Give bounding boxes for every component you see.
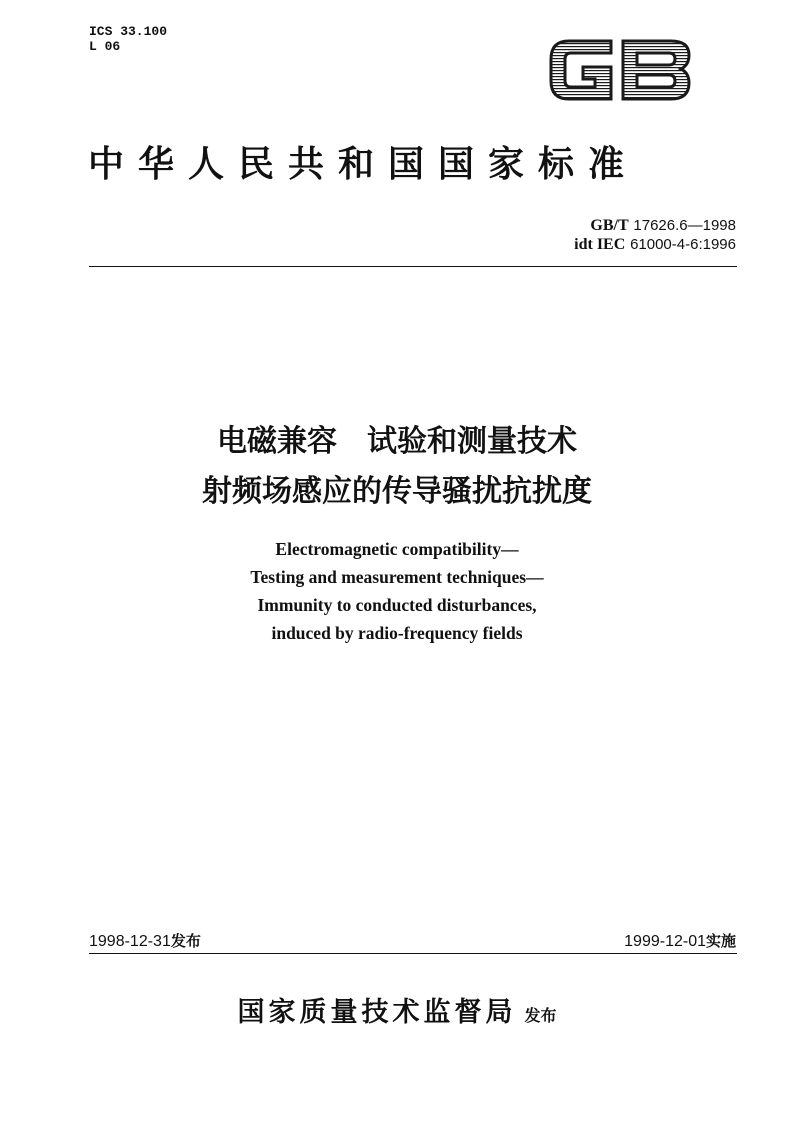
effective-label: 实施 <box>705 932 736 950</box>
effective-date-value: 1999-12-01 <box>624 933 706 950</box>
issue-label: 发布 <box>170 932 201 950</box>
title-en-line2: Testing and measurement techniques— <box>250 567 544 587</box>
national-standard-title: 中华人民共和国国家标准 <box>88 143 639 185</box>
publisher-action: 发布 <box>524 1006 557 1025</box>
title-cn-line2: 射频场感应的传导骚扰抗扰度 <box>202 474 592 509</box>
title-cn-line1: 电磁兼容 试验和测量技术 <box>217 424 577 459</box>
title-en-line4: induced by radio-frequency fields <box>271 623 523 643</box>
standard-prefix: GB/T <box>590 217 629 234</box>
logo-letter-g <box>551 41 611 99</box>
footer-divider <box>89 953 737 954</box>
publisher <box>0 990 794 1029</box>
title-en <box>0 535 794 647</box>
issue-date <box>89 930 201 951</box>
standard-number: 17626.6—1998 <box>633 217 736 234</box>
issue-date-value: 1998-12-31 <box>89 933 171 950</box>
effective-date <box>624 930 736 951</box>
idt-number: 61000-4-6:1996 <box>630 236 736 253</box>
idt-prefix: idt IEC <box>574 236 626 253</box>
ccs-code: L 06 <box>89 39 121 54</box>
header-divider <box>89 266 737 267</box>
publisher-name: 国家质量技术监督局 <box>237 997 517 1028</box>
gb-logo <box>547 37 693 103</box>
standard-codes <box>574 216 736 254</box>
ics-code: ICS 33.100 <box>89 24 168 39</box>
logo-letter-b <box>623 41 689 99</box>
title-en-line1: Electromagnetic compatibility— <box>275 539 519 559</box>
classification-codes <box>89 24 167 54</box>
title-en-line3: Immunity to conducted disturbances, <box>257 595 537 615</box>
